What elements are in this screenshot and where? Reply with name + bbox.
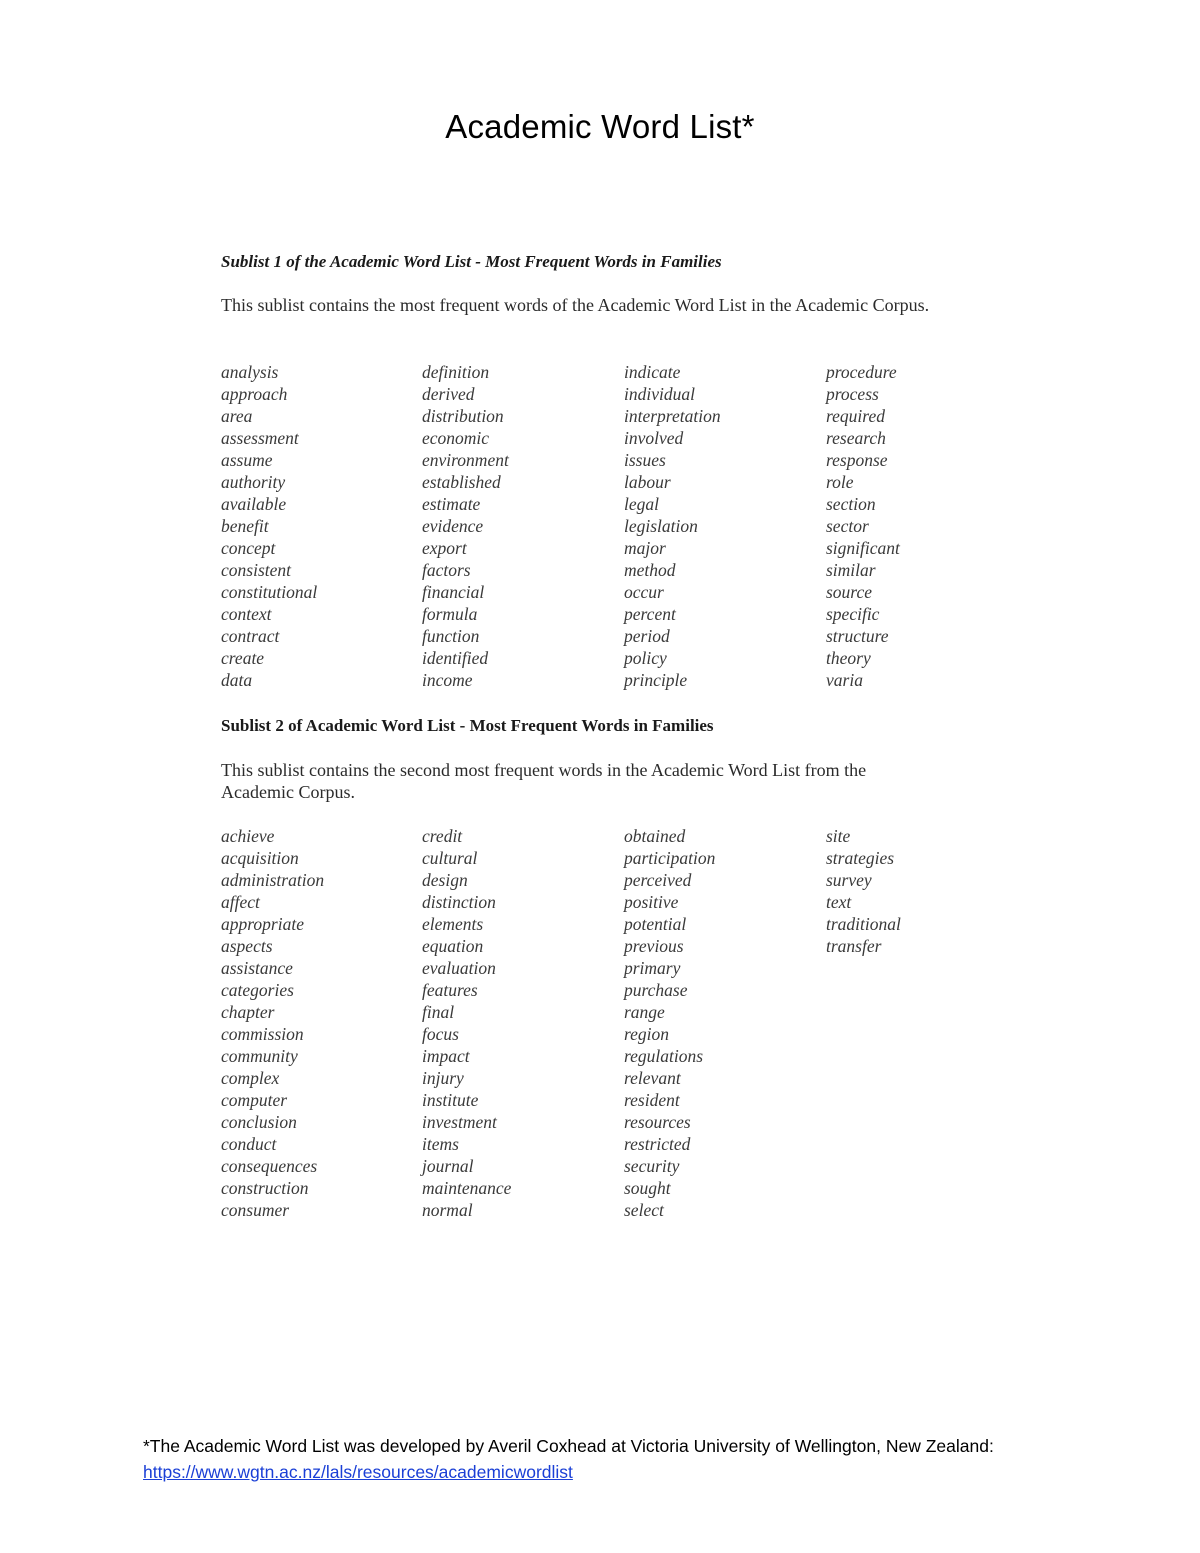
word-item: assume [221, 450, 273, 470]
word-item: create [221, 648, 265, 668]
word-item: regulations [624, 1046, 704, 1066]
word-item: achieve [221, 826, 275, 846]
word-item: major [624, 538, 666, 558]
word-item: institute [422, 1090, 479, 1110]
word-item: occur [624, 582, 664, 602]
word-item: potential [624, 914, 687, 934]
word-item: principle [624, 670, 688, 690]
sublist-2-column-1 [221, 825, 421, 1221]
word-item: environment [422, 450, 509, 470]
word-item: percent [624, 604, 676, 624]
word-item: legislation [624, 516, 698, 536]
word-item: factors [422, 560, 471, 580]
word-item: appropriate [221, 914, 304, 934]
word-item: features [422, 980, 478, 1000]
word-item: resources [624, 1112, 691, 1132]
word-item: consequences [221, 1156, 318, 1176]
word-item: administration [221, 870, 325, 890]
word-item: context [221, 604, 272, 624]
word-item: resident [624, 1090, 680, 1110]
word-item: theory [826, 648, 871, 668]
word-item: policy [624, 648, 667, 668]
word-item: varia [826, 670, 863, 690]
word-item: analysis [221, 362, 279, 382]
word-item: method [624, 560, 676, 580]
word-item: final [422, 1002, 455, 1022]
word-item: area [221, 406, 253, 426]
footnote-link[interactable]: https://www.wgtn.ac.nz/lals/resources/academicwordlist [143, 1462, 573, 1482]
word-item: section [826, 494, 876, 514]
word-item: definition [422, 362, 490, 382]
word-item: estimate [422, 494, 481, 514]
word-item: income [422, 670, 473, 690]
word-item: required [826, 406, 885, 426]
word-item: region [624, 1024, 670, 1044]
word-item: authority [221, 472, 286, 492]
sublist-1-column-4 [826, 361, 1026, 691]
word-item: structure [826, 626, 889, 646]
word-item: formula [422, 604, 478, 624]
word-item: elements [422, 914, 484, 934]
word-item: conclusion [221, 1112, 297, 1132]
word-item: benefit [221, 516, 269, 536]
word-item: traditional [826, 914, 901, 934]
word-item: chapter [221, 1002, 275, 1022]
word-item: consumer [221, 1200, 290, 1220]
word-item: maintenance [422, 1178, 512, 1198]
sublist-2-column-4 [826, 825, 1026, 957]
word-item: research [826, 428, 886, 448]
word-item: credit [422, 826, 463, 846]
word-item: financial [422, 582, 485, 602]
word-item: derived [422, 384, 475, 404]
word-item: select [624, 1200, 664, 1220]
word-item: security [624, 1156, 680, 1176]
sublist-1-word-grid [221, 361, 941, 701]
word-item: significant [826, 538, 900, 558]
word-item: interpretation [624, 406, 721, 426]
word-item: categories [221, 980, 294, 1000]
word-item: impact [422, 1046, 470, 1066]
sublist-1-heading: Sublist 1 of the Academic Word List - Most Frequent Words in Families [221, 252, 722, 271]
word-item: purchase [624, 980, 688, 1000]
word-item: aspects [221, 936, 273, 956]
word-item: legal [624, 494, 659, 514]
word-item: economic [422, 428, 490, 448]
word-item: transfer [826, 936, 882, 956]
word-item: source [826, 582, 873, 602]
word-item: identified [422, 648, 489, 668]
word-item: individual [624, 384, 695, 404]
word-item: positive [624, 892, 679, 912]
word-item: contract [221, 626, 280, 646]
sublist-2-column-3 [624, 825, 824, 1221]
word-item: specific [826, 604, 880, 624]
word-item: issues [624, 450, 666, 470]
sublist-2-column-2 [422, 825, 622, 1221]
word-item: cultural [422, 848, 478, 868]
word-item: constitutional [221, 582, 318, 602]
word-item: similar [826, 560, 876, 580]
word-item: period [624, 626, 670, 646]
word-item: obtained [624, 826, 686, 846]
word-item: perceived [624, 870, 692, 890]
word-item: export [422, 538, 467, 558]
word-item: process [826, 384, 879, 404]
word-item: previous [624, 936, 684, 956]
word-item: evidence [422, 516, 484, 536]
word-item: consistent [221, 560, 291, 580]
word-item: investment [422, 1112, 497, 1132]
word-item: assistance [221, 958, 293, 978]
word-item: survey [826, 870, 872, 890]
sublist-2-heading: Sublist 2 of Academic Word List - Most Frequent Words in Families [221, 716, 714, 735]
word-item: relevant [624, 1068, 681, 1088]
word-item: site [826, 826, 851, 846]
word-item: conduct [221, 1134, 277, 1154]
word-item: approach [221, 384, 288, 404]
footnote [143, 1433, 1063, 1485]
word-item: data [221, 670, 253, 690]
word-item: concept [221, 538, 276, 558]
sublist-2-intro: This sublist contains the second most frequent words in the Academic Word List from the Academic Corpus. [221, 760, 867, 802]
word-item: normal [422, 1200, 473, 1220]
word-item: assessment [221, 428, 299, 448]
word-item: response [826, 450, 888, 470]
sublist-1-column-2 [422, 361, 622, 691]
sublist-1-column-3 [624, 361, 824, 691]
word-item: construction [221, 1178, 309, 1198]
word-item: strategies [826, 848, 895, 868]
word-item: distinction [422, 892, 496, 912]
word-item: complex [221, 1068, 280, 1088]
word-item: items [422, 1134, 459, 1154]
word-item: computer [221, 1090, 288, 1110]
footnote-text: *The Academic Word List was developed by Averil Coxhead at Victoria University of Wellington, New Zealand: [143, 1436, 994, 1456]
sublist-1-column-1 [221, 361, 421, 691]
word-item: participation [624, 848, 716, 868]
word-item: primary [624, 958, 681, 978]
word-item: range [624, 1002, 665, 1022]
word-item: labour [624, 472, 671, 492]
word-item: journal [422, 1156, 474, 1176]
word-item: function [422, 626, 480, 646]
word-item: text [826, 892, 852, 912]
word-item: acquisition [221, 848, 299, 868]
word-item: design [422, 870, 468, 890]
word-item: indicate [624, 362, 681, 382]
word-item: injury [422, 1068, 464, 1088]
word-item: community [221, 1046, 298, 1066]
word-item: restricted [624, 1134, 691, 1154]
word-item: equation [422, 936, 484, 956]
word-item: focus [422, 1024, 459, 1044]
word-item: distribution [422, 406, 504, 426]
word-item: established [422, 472, 501, 492]
sublist-2-word-grid [221, 825, 941, 1225]
word-item: available [221, 494, 287, 514]
word-item: sector [826, 516, 869, 536]
word-item: role [826, 472, 854, 492]
page-title: Academic Word List* [445, 108, 755, 145]
word-item: procedure [826, 362, 897, 382]
word-item: commission [221, 1024, 304, 1044]
word-item: affect [221, 892, 260, 912]
word-item: involved [624, 428, 684, 448]
sublist-1-intro: This sublist contains the most frequent words of the Academic Word List in the Academic Corpus. [221, 295, 930, 315]
word-item: sought [624, 1178, 671, 1198]
word-item: evaluation [422, 958, 496, 978]
